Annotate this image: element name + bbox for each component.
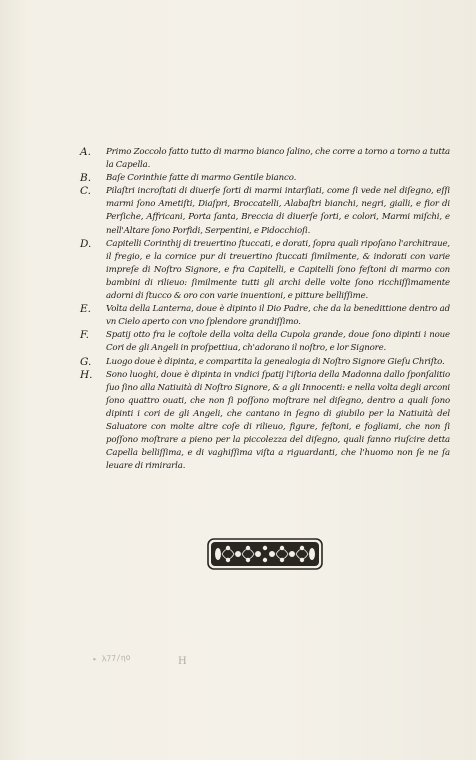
legend-letter: H.: [80, 368, 93, 381]
legend-entry-d: [80, 238, 450, 303]
legend-entry-b: [80, 172, 450, 185]
legend-letter: E.: [80, 303, 92, 316]
printers-ornament: [206, 537, 324, 571]
legend-letter: G.: [80, 355, 92, 368]
legend-entry-g: [80, 356, 450, 369]
legend-text: Capitelli Corinthij di treuertino ſtuccati, e dorati, ſopra quali ripoſano l'architraue, il fregio, e la cornice pur di treuertino ſtuccati ſimilmente, & indorati con varie impreſe di Noſtro Signore, e fra Capitelli, e Capitelli ſono feſtoni di marmo con bambini di rilieuo: ſimilmente tutti gli archi delle volte ſono ricchiſſimamente adorni di ſtucco & oro con varie inuentioni, e pitture belliſſime.: [106, 238, 450, 302]
legend-letter: A.: [80, 146, 91, 158]
legend-list: [80, 146, 450, 473]
legend-text: Sono luoghi, doue è dipinta in vndici ſpatij l'iſtoria della Madonna dallo ſponſalitio ſuo ſino alla Natiuità di Noſtro Signore, & a gli Innocenti: e nella volta degli arconi ſono quattro ouati, che non ſi poſſono moſtrare nel diſegno, dentro a quali ſono dipinti i cori de gli Angeli, che cantano in ſegno di giubilo per la Natiuità del Saluatore con molte altre coſe di rilieuo, figure, feſtoni, e fogliami, che non ſi poſſono moſtrare a pieno per la piccolezza del diſegno, quali fanno riuſcire detta Capella belliſſima, e di vaghiſſima viſta a riguardanti, che l'huomo non ſe ne ſa leuare di rimirarla.: [106, 369, 450, 472]
legend-entry-a: [80, 146, 450, 172]
legend-text: Primo Zoccolo fatto tutto di marmo bianco ſalino, che corre a torno a torno a tutta la Capella.: [106, 147, 450, 171]
legend-entry-c: [80, 185, 450, 237]
legend-text: Pilaſtri incroſtati di diuerſe ſorti di marmi intarſiati, come ſi vede nel diſegno, eſſi marmi ſono Ametiſti, Diaſpri, Broccatelli, Alabaſtri bianchi, negri, gialli, e fior di Perſiche, Affricani, Porta ſanta, Breccia di diuerſe ſorti, e colori, Marmi miſchi, e nell'Altare ſono Porfidi, Serpentini, e Pidocchioſi.: [106, 186, 450, 236]
legend-text: Spatij otto fra le coſtole della volta della Cupola grande, doue ſono dipinti i noue Cori de gli Angeli in proſpettiua, ch'adorano il noſtro, e lor Signore.: [106, 330, 450, 354]
legend-letter: B.: [80, 172, 92, 185]
pencil-letter: H: [178, 656, 187, 667]
legend-letter: D.: [80, 237, 92, 250]
legend-entry-e: [80, 303, 450, 329]
legend-text: Luogo doue è dipinta, e compartita la genealogia di Noſtro Signore Gieſu Chriſto.: [106, 356, 445, 367]
legend-text: Baſe Corinthie fatte di marmo Gentile bianco.: [106, 173, 297, 184]
legend-letter: F.: [80, 329, 89, 342]
legend-entry-h: [80, 369, 450, 474]
pencil-note: • λ77/ηο: [91, 652, 131, 665]
legend-letter: C.: [80, 185, 91, 198]
legend-entry-f: [80, 329, 450, 355]
legend-text: Volta della Lanterna, doue è dipinto il Dio Padre, che da la benedittione dentro ad vn Cielo aperto con vno ſplendore grandiſſimo.: [106, 304, 450, 328]
